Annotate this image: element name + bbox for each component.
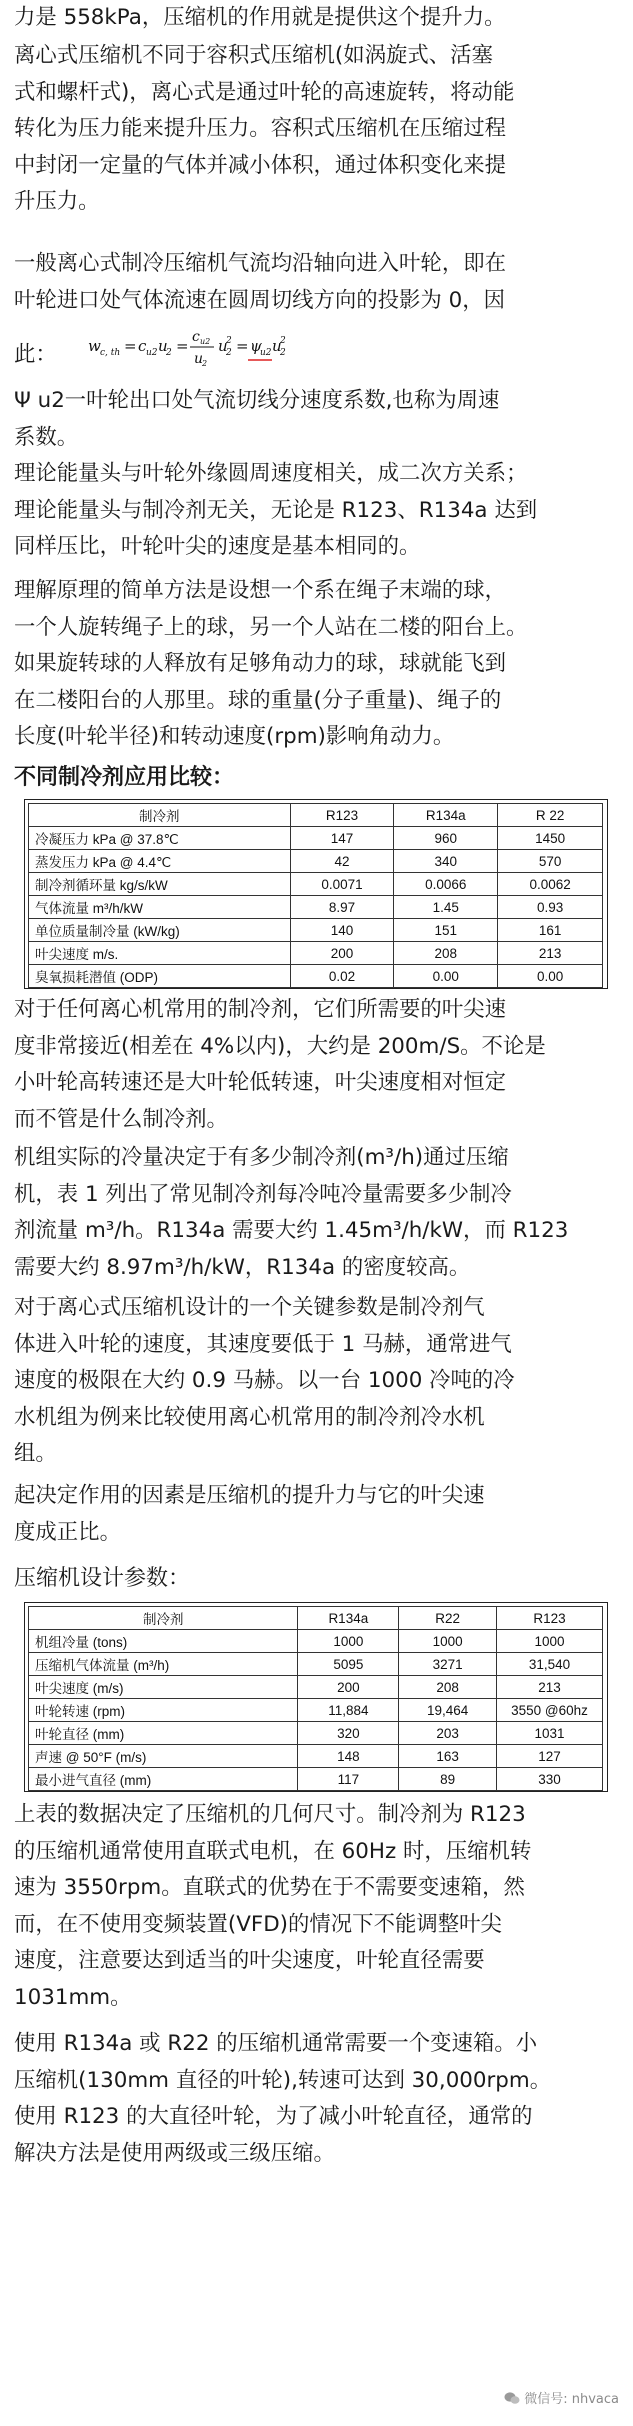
- text-line: Ψ u2一叶轮出口处气流切线分速度系数,也称为周速: [14, 388, 500, 413]
- table-cell: 冷凝压力 kPa @ 37.8℃: [29, 827, 291, 850]
- table-row: [29, 850, 603, 873]
- text-line: 组。: [14, 1441, 57, 1466]
- svg-text:u: u: [158, 337, 168, 355]
- table-row: [29, 919, 603, 942]
- text-line: 离心式压缩机不同于容积式压缩机(如涡旋式、活塞: [14, 43, 493, 68]
- table-cell: 161: [498, 919, 603, 942]
- text-line: 如果旋转球的人释放有足够角动力的球，球就能飞到: [14, 651, 506, 676]
- table-cell: 叶尖速度 m/s.: [29, 942, 291, 965]
- table-cell: 151: [394, 919, 498, 942]
- text-line: 对于离心式压缩机设计的一个关键参数是制冷剂气: [14, 1295, 485, 1320]
- svg-text:2: 2: [226, 336, 232, 346]
- text-line: 速度，注意要达到适当的叶尖速度，叶轮直径需要: [14, 1948, 485, 1973]
- table-cell: 330: [497, 1768, 603, 1791]
- table-cell: 0.02: [290, 965, 394, 988]
- text-line: 解决方法是使用两级或三级压缩。: [14, 2140, 335, 2166]
- table-header-cell: R22: [399, 1607, 497, 1630]
- table-cell: 3550 @60hz: [497, 1699, 603, 1722]
- table-cell: 0.0071: [290, 873, 394, 896]
- table-row: [29, 1630, 603, 1653]
- paragraph-2: [14, 38, 619, 221]
- wechat-watermark: [504, 2388, 619, 2407]
- table-cell: 19,464: [399, 1699, 497, 1722]
- table-cell: 1000: [497, 1630, 603, 1653]
- svg-text:u: u: [272, 337, 282, 355]
- text-line: 剂流量 m³/h。R134a 需要大约 1.45m³/h/kW，而 R123: [14, 1218, 569, 1243]
- table-cell: 1000: [399, 1630, 497, 1653]
- table-cell: 117: [298, 1768, 399, 1791]
- paragraph-11: [14, 1797, 619, 2016]
- table-cell: 3271: [399, 1653, 497, 1676]
- text-line: 对于任何离心机常用的制冷剂，它们所需要的叶尖速: [14, 997, 506, 1022]
- paragraph-9: [14, 1290, 619, 1473]
- text-line: 系数。: [14, 424, 79, 450]
- svg-text:u2: u2: [200, 337, 211, 346]
- heading-refrigerant-comparison: 不同制冷剂应用比较：: [14, 765, 235, 790]
- text-line: 一个人旋转绳子上的球，另一个人站在二楼的阳台上。: [14, 614, 528, 640]
- svg-text:ψ: ψ: [250, 337, 262, 355]
- text-line: 式和螺杆式)，离心式是通过叶轮的高速旋转，将动能: [14, 79, 515, 105]
- table-cell: 200: [290, 942, 394, 965]
- text-line: 而，在不使用变频装置(VFD)的情况下不能调整叶尖: [14, 1911, 502, 1937]
- table-row: [29, 1722, 603, 1745]
- text-line: 机，表 1 列出了常见制冷剂每冷吨冷量需要多少制冷: [14, 1181, 512, 1207]
- paragraph-10: [14, 1478, 619, 1551]
- text-line: 上表的数据决定了压缩机的几何尺寸。制冷剂为 R123: [14, 1802, 526, 1827]
- table-cell: 压缩机气体流量 (m³/h): [29, 1653, 298, 1676]
- paragraph-7: [14, 992, 619, 1138]
- text-line: 起决定作用的因素是压缩机的提升力与它的叶尖速: [14, 1483, 485, 1508]
- table-header-cell: 制冷剂: [29, 804, 291, 827]
- table-header-cell: R134a: [298, 1607, 399, 1630]
- refrigerant-comparison-table: [28, 803, 603, 988]
- formula-image: [86, 319, 326, 371]
- svg-text:c: c: [138, 337, 147, 355]
- table-header-row: [29, 804, 603, 827]
- table-cell: 叶轮转速 (rpm): [29, 1699, 298, 1722]
- table-cell: 31,540: [497, 1653, 603, 1676]
- table-cell: 0.93: [498, 896, 603, 919]
- table-header-cell: R 22: [498, 804, 603, 827]
- table-row: [29, 873, 603, 896]
- text-line: 而不管是什么制冷剂。: [14, 1106, 228, 1132]
- text-line: 理论能量头与叶轮外缘圆周速度相关，成二次方关系；: [14, 461, 528, 486]
- table-cell: 340: [394, 850, 498, 873]
- table-cell: 208: [394, 942, 498, 965]
- table-cell: 42: [290, 850, 394, 873]
- table-cell: 8.97: [290, 896, 394, 919]
- svg-text:2: 2: [202, 359, 208, 368]
- table-cell: 声速 @ 50°F (m/s): [29, 1745, 298, 1768]
- text-line: 转化为压力能来提升压力。容积式压缩机在压缩过程: [14, 116, 506, 141]
- table-cell: 臭氧损耗潜值 (ODP): [29, 965, 291, 988]
- table-cell: 320: [298, 1722, 399, 1745]
- text-line: 小叶轮高转速还是大叶轮低转速，叶尖速度相对恒定: [14, 1070, 506, 1095]
- svg-text:u: u: [194, 351, 204, 367]
- table-cell: 570: [498, 850, 603, 873]
- table-cell: 200: [298, 1676, 399, 1699]
- table-cell: 163: [399, 1745, 497, 1768]
- table-cell: 机组冷量 (tons): [29, 1630, 298, 1653]
- heading-compressor-parameters: 压缩机设计参数：: [14, 1566, 191, 1591]
- table-cell: 制冷剂循环量 kg/s/kW: [29, 873, 291, 896]
- table-cell: 213: [497, 1676, 603, 1699]
- text-line: 的压缩机通常使用直联式电机，在 60Hz 时，压缩机转: [14, 1838, 532, 1864]
- table-row: [29, 1653, 603, 1676]
- table-cell: 叶轮直径 (mm): [29, 1722, 298, 1745]
- text-line: 长度(叶轮半径)和转动速度(rpm)影响角动力。: [14, 724, 455, 749]
- table-cell: 5095: [298, 1653, 399, 1676]
- text-line: 力是 558kPa，压缩机的作用就是提供这个提升力。: [14, 5, 506, 30]
- paragraph-4: [14, 383, 619, 456]
- svg-text:c, th: c, th: [100, 348, 121, 358]
- paragraph-1: [14, 0, 619, 37]
- table-cell: 1000: [298, 1630, 399, 1653]
- table-row: [29, 1676, 603, 1699]
- table-cell: 0.00: [498, 965, 603, 988]
- table-cell: 208: [399, 1676, 497, 1699]
- paragraph-12: [14, 2026, 619, 2172]
- text-line: 度成正比。: [14, 1519, 121, 1545]
- text-line: 升压力。: [14, 189, 100, 214]
- svg-text:u2: u2: [260, 348, 272, 358]
- svg-text:=: =: [176, 337, 189, 355]
- text-line: 1031mm。: [14, 1984, 132, 2010]
- table-row: [29, 942, 603, 965]
- table-cell: 960: [394, 827, 498, 850]
- svg-text:=: =: [236, 337, 249, 355]
- wechat-icon: [504, 2391, 520, 2405]
- table-cell: 127: [497, 1745, 603, 1768]
- compressor-design-table: [28, 1606, 603, 1791]
- text-line: 同样压比，叶轮叶尖的速度是基本相同的。: [14, 534, 421, 559]
- table-cell: 147: [290, 827, 394, 850]
- svg-text:2: 2: [166, 348, 172, 358]
- text-line: 速度的极限在大约 0.9 马赫。以一台 1000 冷吨的冷: [14, 1368, 515, 1393]
- table-cell: 气体流量 m³/h/kW: [29, 896, 291, 919]
- text-line: 理论能量头与制冷剂无关，无论是 R123、R134a 达到: [14, 497, 538, 523]
- paragraph-6: [14, 573, 619, 756]
- table-cell: 单位质量制冷量 (kW/kg): [29, 919, 291, 942]
- table-cell: 叶尖速度 (m/s): [29, 1676, 298, 1699]
- text-line: 速为 3550rpm。直联式的优势在于不需要变速箱，然: [14, 1875, 525, 1900]
- svg-text:2: 2: [280, 336, 286, 346]
- table-row: [29, 827, 603, 850]
- text-line: 叶轮进口处气体流速在圆周切线方向的投影为 0，因: [14, 287, 506, 313]
- text-line: 水机组为例来比较使用离心机常用的制冷剂冷水机: [14, 1404, 485, 1430]
- table-cell: 0.00: [394, 965, 498, 988]
- text-line: 度非常接近(相差在 4%以内)，大约是 200m/S。不论是: [14, 1033, 546, 1059]
- text-line: 压缩机(130mm 直径的叶轮),转速可达到 30,000rpm。: [14, 2067, 552, 2093]
- table-cell: 213: [498, 942, 603, 965]
- table-header-cell: R123: [497, 1607, 603, 1630]
- table-header-cell: R123: [290, 804, 394, 827]
- text-line: 中封闭一定量的气体并减小体积，通过体积变化来提: [14, 152, 506, 178]
- table-cell: 1450: [498, 827, 603, 850]
- formula-lead: 此：: [14, 342, 57, 367]
- table-header-cell: R134a: [394, 804, 498, 827]
- svg-text:c: c: [192, 329, 200, 345]
- text-line: 一般离心式制冷压缩机气流均沿轴向进入叶轮，即在: [14, 251, 506, 276]
- table-cell: 0.0066: [394, 873, 498, 896]
- text-line: 在二楼阳台的人那里。球的重量(分子重量)、绳子的: [14, 687, 502, 713]
- svg-text:=: =: [124, 337, 137, 355]
- paragraph-8: [14, 1140, 619, 1286]
- text-line: 理解原理的简单方法是设想一个系在绳子末端的球，: [14, 578, 506, 603]
- table-cell: 0.0062: [498, 873, 603, 896]
- table-cell: 1.45: [394, 896, 498, 919]
- table-cell: 140: [290, 919, 394, 942]
- table-cell: 1031: [497, 1722, 603, 1745]
- svg-text:w: w: [88, 337, 101, 355]
- svg-text:2: 2: [226, 348, 232, 358]
- text-line: 机组实际的冷量决定于有多少制冷剂(m³/h)通过压缩: [14, 1145, 509, 1170]
- paragraph-5: [14, 456, 619, 566]
- table-row: [29, 1745, 603, 1768]
- svg-text:u2: u2: [146, 348, 158, 358]
- svg-text:u: u: [218, 337, 228, 355]
- text-line: 使用 R123 的大直径叶轮，为了减小叶轮直径，通常的: [14, 2104, 533, 2129]
- table-row: [29, 896, 603, 919]
- text-line: 使用 R134a 或 R22 的压缩机通常需要一个变速箱。小: [14, 2031, 538, 2056]
- svg-text:2: 2: [280, 348, 286, 358]
- paragraph-3: [14, 246, 619, 319]
- table-cell: 148: [298, 1745, 399, 1768]
- table-header-row: [29, 1607, 603, 1630]
- table-cell: 203: [399, 1722, 497, 1745]
- table-row: [29, 1699, 603, 1722]
- table-cell: 89: [399, 1768, 497, 1791]
- table-row: [29, 1768, 603, 1791]
- table-header-cell: 制冷剂: [29, 1607, 298, 1630]
- text-line: 体进入叶轮的速度，其速度要低于 1 马赫，通常进气: [14, 1331, 512, 1357]
- table-cell: 蒸发压力 kPa @ 4.4℃: [29, 850, 291, 873]
- table-cell: 11,884: [298, 1699, 399, 1722]
- watermark-text: 微信号: nhvaca: [524, 2392, 619, 2407]
- table-cell: 最小进气直径 (mm): [29, 1768, 298, 1791]
- formula-row: [14, 319, 619, 375]
- text-line: 需要大约 8.97m³/h/kW，R134a 的密度较高。: [14, 1254, 471, 1280]
- table-row: [29, 965, 603, 988]
